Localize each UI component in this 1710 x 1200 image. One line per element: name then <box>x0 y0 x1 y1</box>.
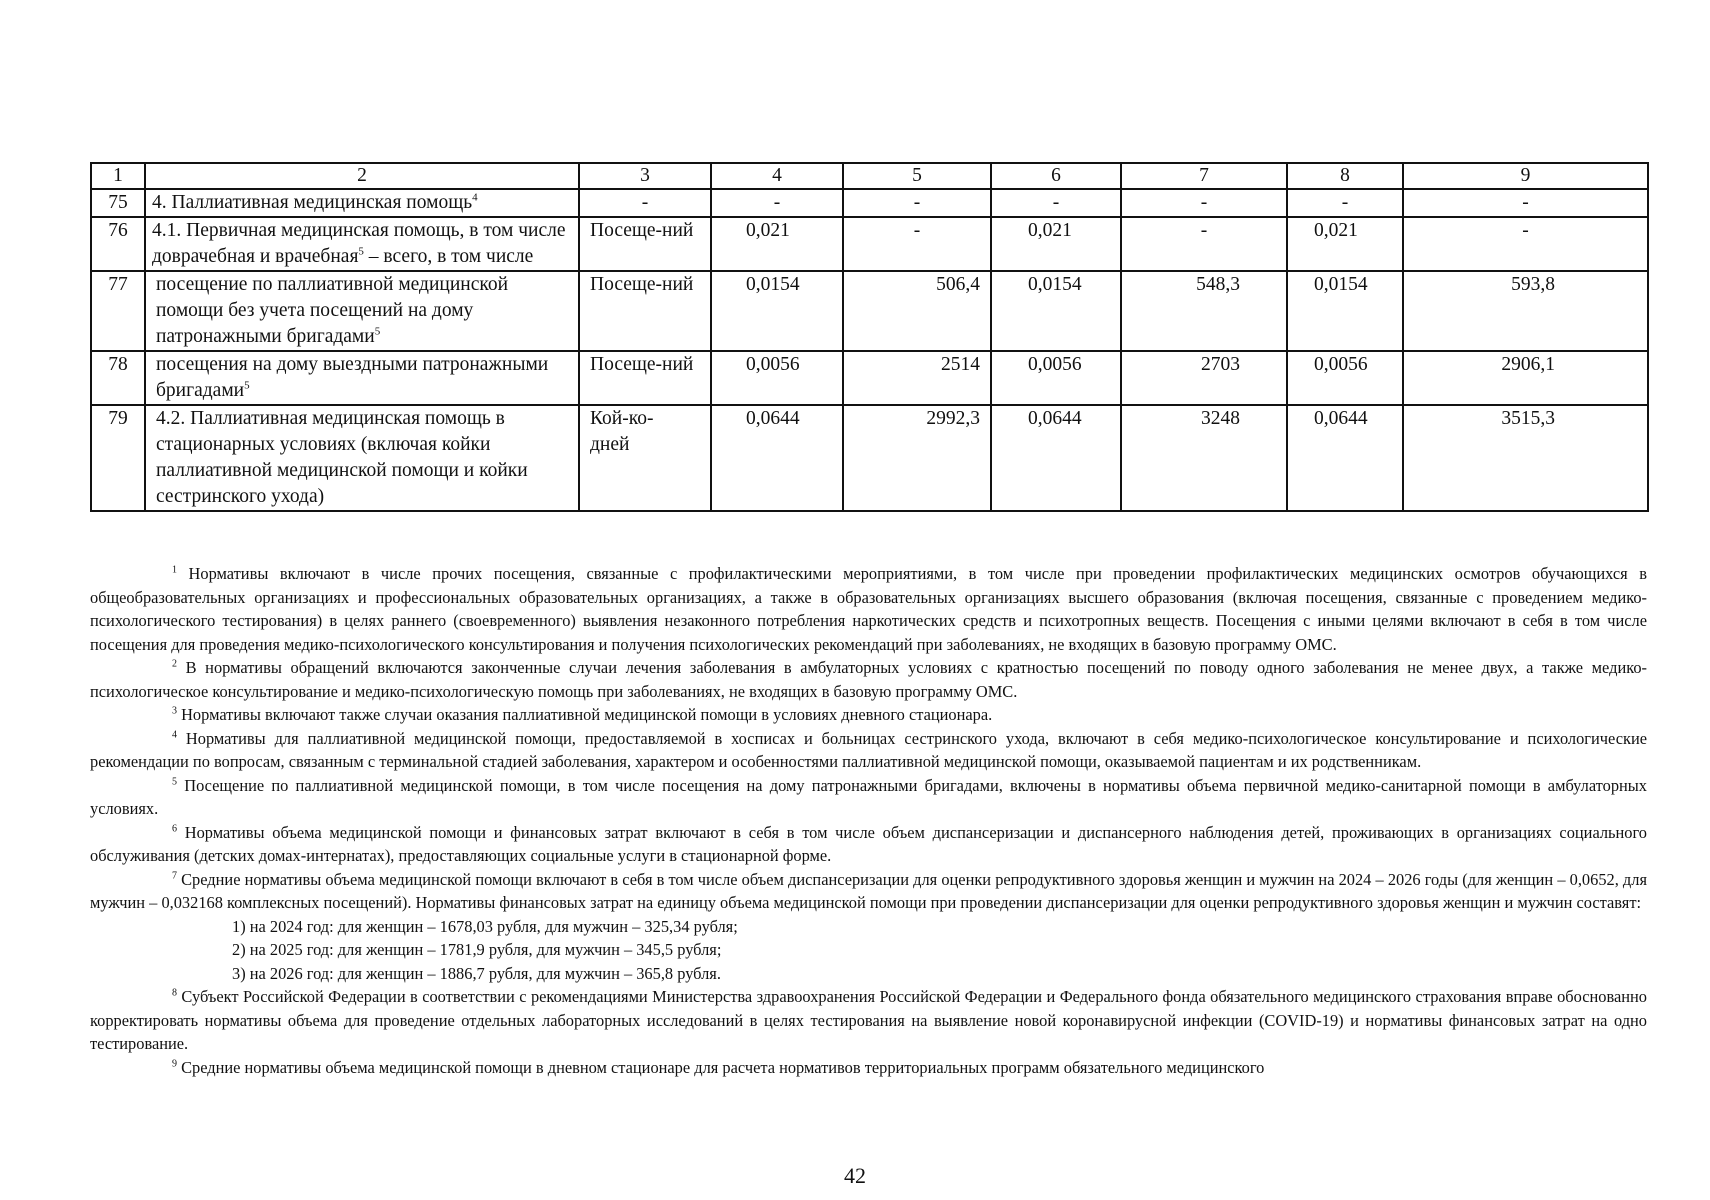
value-cell: 593,8 <box>1403 271 1648 351</box>
unit-cell: Кой-ко-дней <box>579 405 711 511</box>
footnote-8 <box>90 985 1647 1056</box>
value-cell: 0,0154 <box>1287 271 1403 351</box>
footnote-ref: 5 <box>244 379 250 392</box>
footnote-list-item: 3) на 2026 год: для женщин – 1886,7 рубля, для мужчин – 365,8 рубля. <box>232 963 721 983</box>
row-number: 78 <box>91 351 145 405</box>
column-number: 9 <box>1403 163 1648 189</box>
table-row <box>91 351 1648 405</box>
value-cell: - <box>1403 217 1648 271</box>
value-cell: 0,0056 <box>711 351 843 405</box>
column-number: 1 <box>91 163 145 189</box>
row-number: 79 <box>91 405 145 511</box>
footnote-text: Нормативы включают также случаи оказания паллиативной медицинской помощи в условиях дневного стационара. <box>177 705 993 724</box>
footnotes <box>90 562 1647 1079</box>
value-cell: 0,0644 <box>711 405 843 511</box>
column-number: 4 <box>711 163 843 189</box>
value-cell: 0,0056 <box>1287 351 1403 405</box>
row-name-text-after: – всего, в том числе <box>363 246 534 267</box>
footnote-3 <box>90 703 1647 727</box>
row-name <box>145 189 579 217</box>
column-number: 7 <box>1121 163 1287 189</box>
value-cell: - <box>1403 189 1648 217</box>
unit-cell: - <box>579 189 711 217</box>
value-cell: 548,3 <box>1121 271 1287 351</box>
value-cell: 3248 <box>1121 405 1287 511</box>
column-number: 2 <box>145 163 579 189</box>
value-cell: - <box>1287 189 1403 217</box>
footnote-text: В нормативы обращений включаются законченные случаи лечения заболевания в амбулаторных условиях с кратностью посещений по поводу одного заболевания не менее двух, а также медико-психологическое консультирование и медико-психологическую помощь при заболеваниях, не входящих в базовую программу ОМС. <box>90 658 1647 701</box>
footnote-text: Нормативы для паллиативной медицинской помощи, предоставляемой в хосписах и больницах сестринского ухода, включают в себя медико-психологическое консультирование и психологические рекомендации по вопросам, связанным с терминальной стадией заболевания, характером и особенностями паллиативной медицинской помощи, оказываемой пациентам и их родственникам. <box>90 728 1647 771</box>
table-row <box>91 405 1648 511</box>
row-name <box>145 217 579 271</box>
value-cell: 0,021 <box>1287 217 1403 271</box>
footnote-1 <box>90 562 1647 656</box>
footnote-ref: 5 <box>358 245 364 258</box>
column-number-row <box>91 163 1648 189</box>
row-name <box>145 351 579 405</box>
value-cell: 3515,3 <box>1403 405 1648 511</box>
footnote-list-item: 1) на 2024 год: для женщин – 1678,03 рубля, для мужчин – 325,34 рубля; <box>232 916 738 936</box>
value-cell: 0,0154 <box>711 271 843 351</box>
footnote-ref: 4 <box>472 191 478 204</box>
footnote-text: Субъект Российской Федерации в соответствии с рекомендациями Министерства здравоохранения Российской Федерации и Федерального фонда обязательного медицинского страхования вправе обоснованно корректировать нормативы объема для проведение отдельных лабораторных исследований в целях тестирования на выявление новой коронавирусной инфекции (COVID-19) и нормативы финансовых затрат на одно тестирование. <box>90 987 1647 1053</box>
row-name-text: посещения на дому выездными патронажными бригадами <box>156 354 549 401</box>
value-cell: - <box>711 189 843 217</box>
footnote-text: Посещение по паллиативной медицинской помощи, в том числе посещения на дому патронажными бригадами, включены в нормативы объема первичной медико-санитарной помощи в амбулаторных условиях. <box>90 775 1647 818</box>
table-row <box>91 189 1648 217</box>
row-name-text: посещение по паллиативной медицинской помощи без учета посещений на дому патронажными бригадами <box>156 274 509 347</box>
page-number: 42 <box>844 1163 866 1188</box>
row-number: 77 <box>91 271 145 351</box>
column-number: 3 <box>579 163 711 189</box>
unit-cell: Посеще-ний <box>579 217 711 271</box>
footnote-mark: 5 <box>172 776 177 788</box>
footnote-list-item: 2) на 2025 год: для женщин – 1781,9 рубля, для мужчин – 345,5 рубля; <box>232 940 722 959</box>
footnote-9 <box>90 1056 1647 1080</box>
row-name <box>145 271 579 351</box>
row-name-text: 4. Паллиативная медицинская помощь <box>152 192 473 213</box>
value-cell: 0,021 <box>991 217 1121 271</box>
value-cell: 0,0644 <box>1287 405 1403 511</box>
footnote-mark: 2 <box>172 658 177 670</box>
row-number: 75 <box>91 189 145 217</box>
value-cell: - <box>991 189 1121 217</box>
footnote-mark: 8 <box>172 987 177 999</box>
footnote-7 <box>90 868 1647 915</box>
footnote-text: Нормативы объема медицинской помощи и финансовых затрат включают в себя в том числе объем диспансеризации и диспансерного наблюдения детей, проживающих в организациях социального обслуживания (детских домах-интернатах), предоставляющих социальные услуги в стационарной форме. <box>90 822 1647 865</box>
column-number: 5 <box>843 163 991 189</box>
footnote-text: Средние нормативы объема медицинской помощи включают в себя в том числе объем диспансеризации для оценки репродуктивного здоровья женщин и мужчин на 2024 – 2026 годы (для женщин – 0,0652, для мужчин – 0,032168 комплексных посещений). Нормативы финансовых затрат на единицу объема медицинской помощи при проведении диспансеризации для оценки репродуктивного здоровья женщин и мужчин составят: <box>90 869 1647 912</box>
column-number: 8 <box>1287 163 1403 189</box>
footnote-2 <box>90 656 1647 703</box>
table-row <box>91 271 1648 351</box>
unit-cell: Посеще-ний <box>579 271 711 351</box>
value-cell: - <box>843 217 991 271</box>
footnote-text: Нормативы включают в числе прочих посещения, связанные с профилактическими мероприятиями, в том числе при проведении профилактических медицинских осмотров обучающихся в общеобразовательных организациях и профессиональных образовательных организациях, а также в образовательных организациях высшего образования (включая посещения, связанные с проведением медико-психологического тестирования) в целях раннего (своевременного) выявления незаконного потребления наркотических средств и психотропных веществ. Посещения с иными целями включают в себя в том числе посещения для проведения медико-психологического консультирования и получения психологических рекомендаций при заболеваниях, не входящих в базовую программу ОМС. <box>90 564 1647 654</box>
footnote-mark: 1 <box>172 564 177 576</box>
value-cell: 0,0056 <box>991 351 1121 405</box>
value-cell: 2703 <box>1121 351 1287 405</box>
medical-norms-table <box>90 162 1649 512</box>
value-cell: - <box>1121 217 1287 271</box>
footnote-6 <box>90 821 1647 868</box>
table-row <box>91 217 1648 271</box>
row-name-text: 4.1. Первичная медицинская помощь, в том числе доврачебная и врачебная <box>152 220 566 267</box>
footnote-mark: 6 <box>172 823 177 835</box>
row-number: 76 <box>91 217 145 271</box>
value-cell: 0,021 <box>711 217 843 271</box>
value-cell: 506,4 <box>843 271 991 351</box>
footnote-mark: 4 <box>172 729 177 741</box>
value-cell: 2906,1 <box>1403 351 1648 405</box>
footnote-5 <box>90 774 1647 821</box>
value-cell: 2992,3 <box>843 405 991 511</box>
row-name: 4.2. Паллиативная медицинская помощь в стационарных условиях (включая койки паллиативной медицинской помощи и койки сестринского ухода) <box>145 405 579 511</box>
value-cell: 2514 <box>843 351 991 405</box>
footnote-mark: 3 <box>172 705 177 717</box>
column-number: 6 <box>991 163 1121 189</box>
value-cell: - <box>1121 189 1287 217</box>
footnote-ref: 5 <box>374 325 381 338</box>
value-cell: 0,0154 <box>991 271 1121 351</box>
value-cell: - <box>843 189 991 217</box>
unit-cell: Посеще-ний <box>579 351 711 405</box>
footnote-mark: 7 <box>172 870 177 882</box>
footnote-mark: 9 <box>172 1058 177 1070</box>
value-cell: 0,0644 <box>991 405 1121 511</box>
footnote-4 <box>90 727 1647 774</box>
footnote-text: Средние нормативы объема медицинской помощи в дневном стационаре для расчета нормативов территориальных программ обязательного медицинского <box>177 1057 1265 1077</box>
